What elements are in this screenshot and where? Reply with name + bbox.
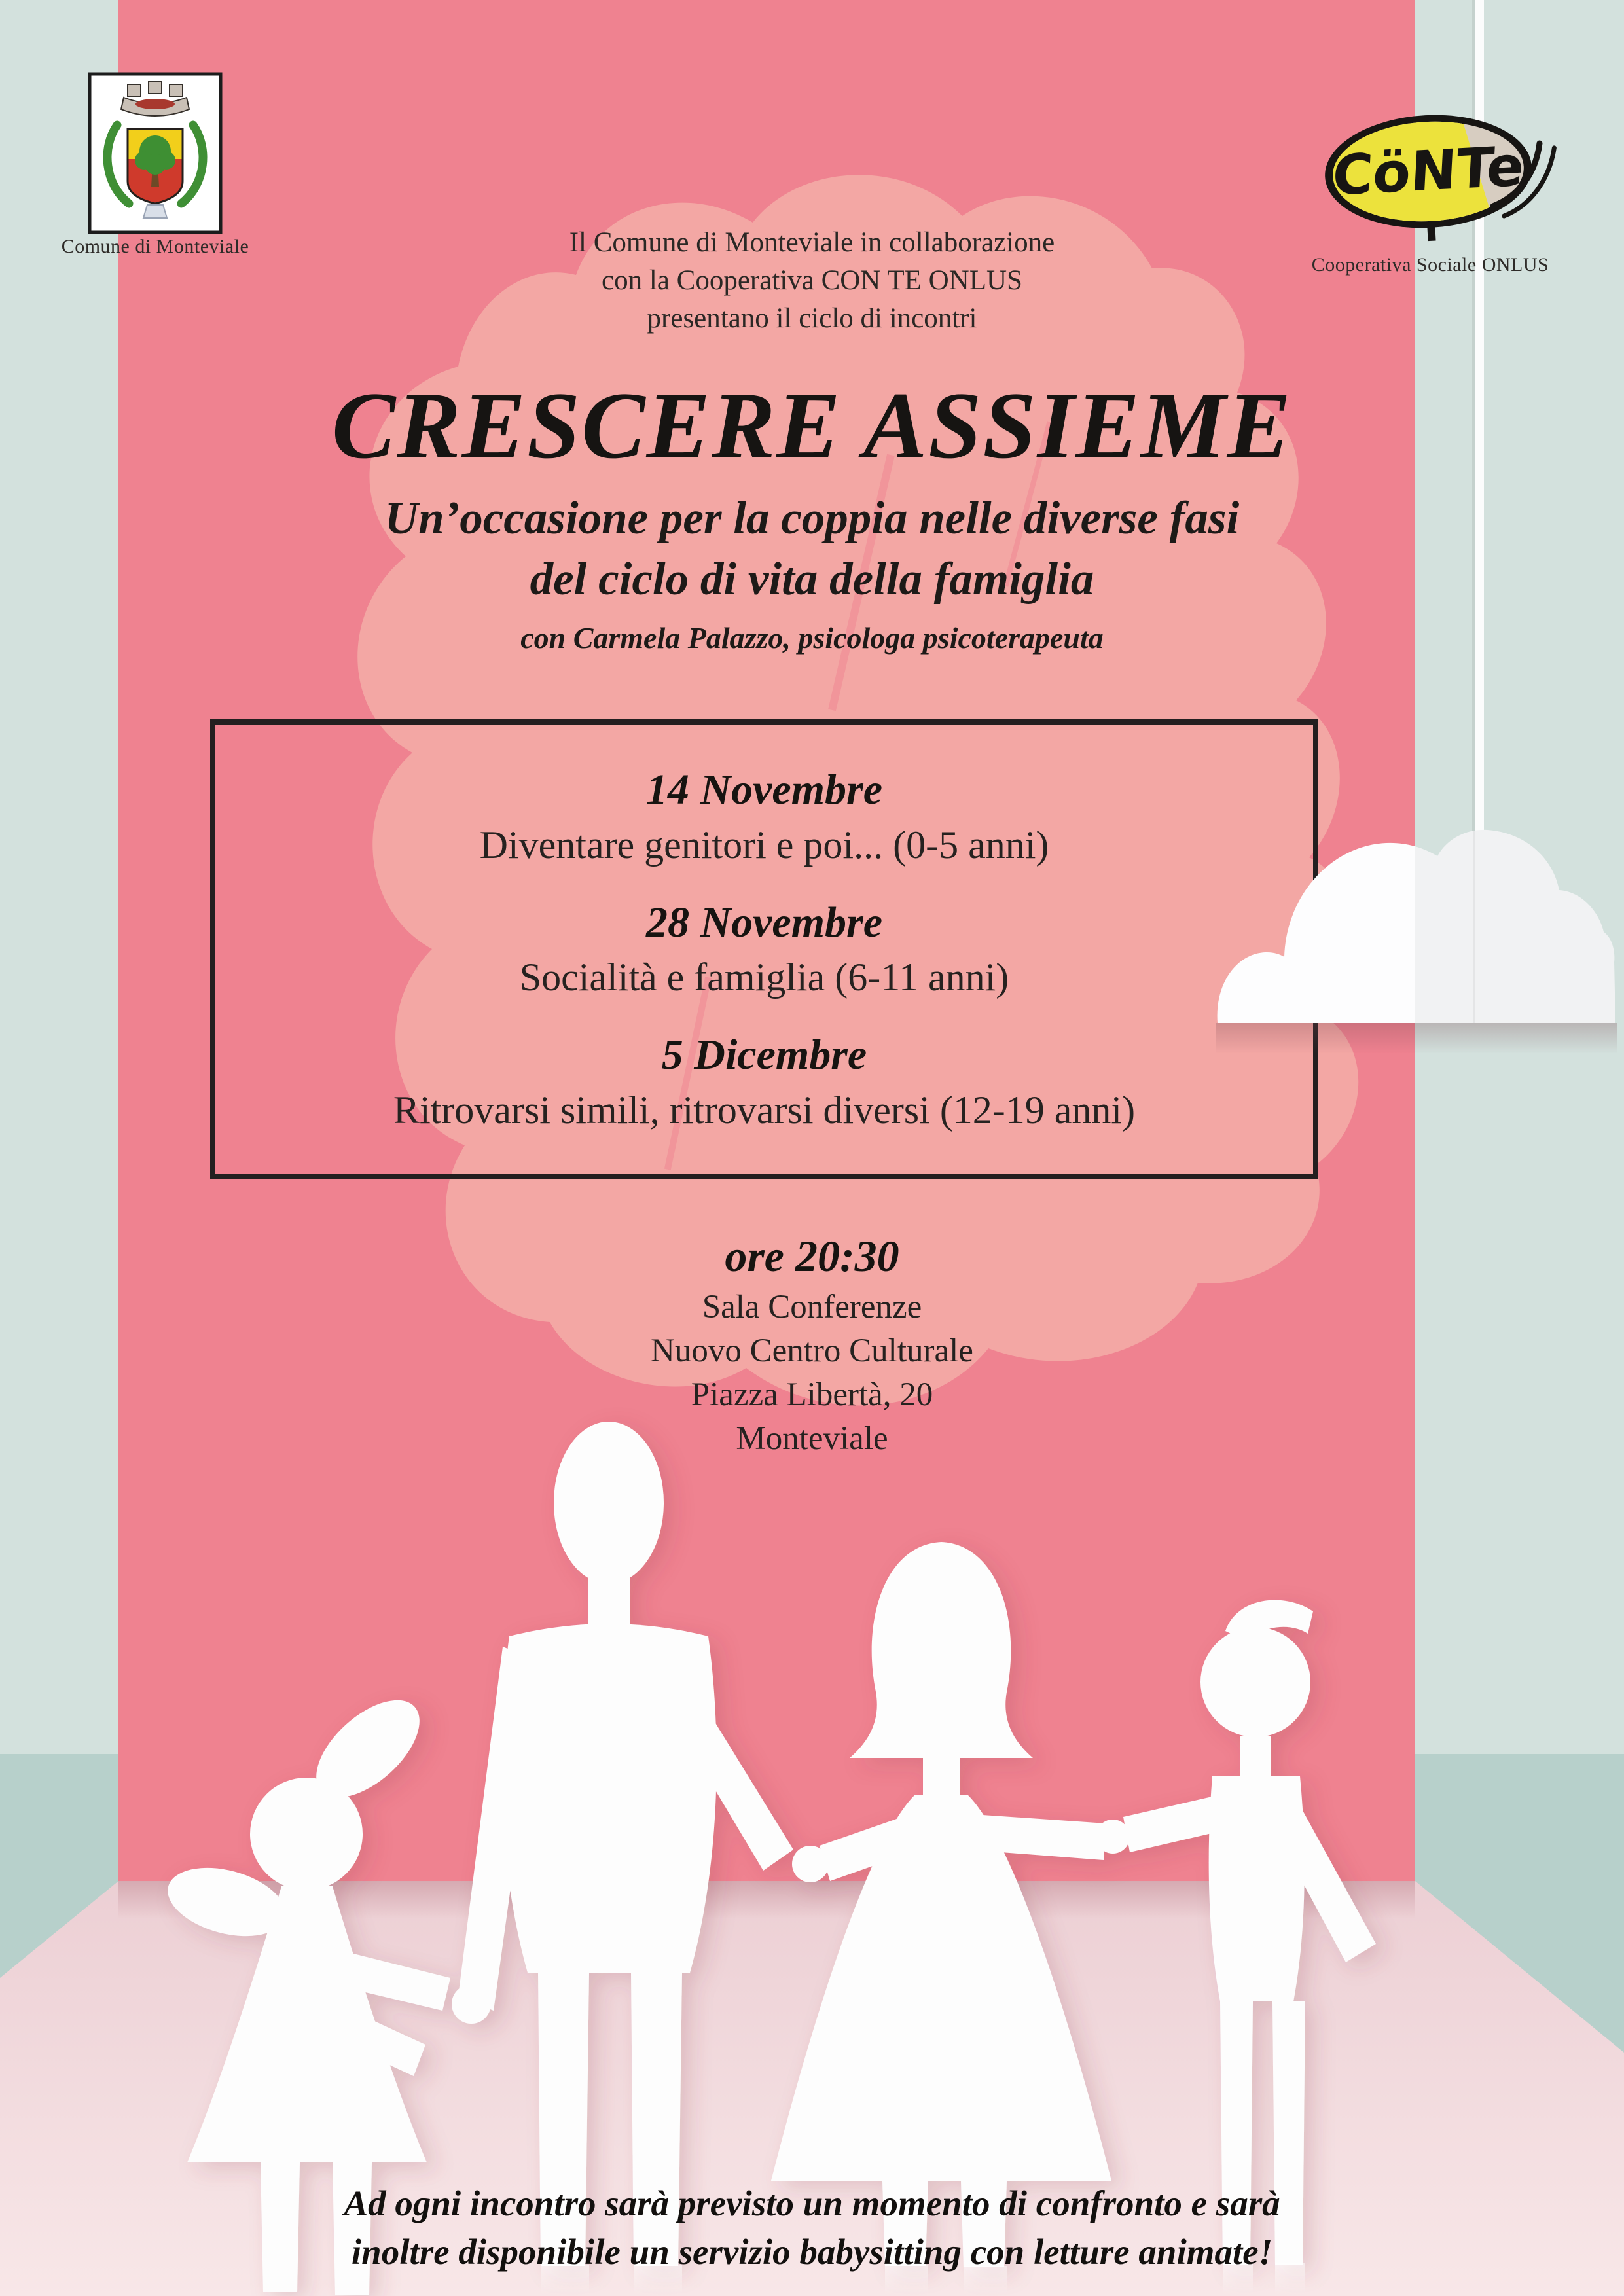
joined-hands-father-girl [452, 1984, 491, 2024]
venue-line: Nuovo Centro Culturale [651, 1333, 973, 1369]
crest-ribbon [143, 205, 167, 218]
schedule-item [480, 766, 1049, 867]
joined-hands-father-mother [792, 1846, 829, 1882]
comune-crest-logo [90, 74, 221, 232]
subtitle-line: Un’occasione per la coppia nelle diverse fasi [384, 493, 1240, 544]
conte-logo-text: CöNTe [1331, 134, 1526, 208]
schedule-topic: Diventare genitori e poi... (0-5 anni) [479, 823, 1049, 867]
venue-line: Monteviale [736, 1420, 888, 1457]
schedule-date: 28 Novembre [645, 898, 883, 946]
comune-logo-caption: Comune di Monteviale [61, 236, 249, 257]
schedule-date: 14 Novembre [645, 766, 883, 814]
footer-line: inoltre disponibile un servizio babysitting con letture animate! [351, 2232, 1273, 2272]
intro-line: presentano il ciclo di incontri [647, 303, 977, 334]
subtitle [0, 488, 1624, 610]
event-time: ore 20:30 [725, 1231, 899, 1281]
venue-line: Piazza Libertà, 20 [691, 1376, 933, 1413]
speaker-line: con Carmela Palazzo, psicologa psicoterapeuta [520, 621, 1104, 655]
intro-text [0, 224, 1624, 338]
schedule-item [393, 1031, 1135, 1132]
schedule-topic: Ritrovarsi simili, ritrovarsi diversi (12-19 anni) [393, 1088, 1136, 1132]
footer-note [0, 2179, 1624, 2276]
page-title: CRESCERE ASSIEME [331, 372, 1293, 478]
subtitle-line: del ciclo di vita della famiglia [530, 554, 1094, 605]
intro-line: con la Cooperativa CON TE ONLUS [602, 265, 1022, 296]
intro-line: Il Comune di Monteviale in collaborazione [569, 227, 1055, 258]
schedule-box [218, 727, 1310, 1171]
conte-logo-caption: Cooperativa Sociale ONLUS [1311, 254, 1549, 276]
joined-hands-mother-boy [1096, 1820, 1130, 1854]
schedule-item [520, 899, 1009, 999]
crest-shield-icon [128, 129, 183, 204]
schedule-topic: Socialità e famiglia (6-11 anni) [519, 956, 1009, 999]
venue-block [0, 1285, 1624, 1461]
schedule-date: 5 Dicembre [661, 1031, 867, 1079]
footer-line: Ad ogni incontro sarà previsto un momento di confronto e sarà [344, 2183, 1280, 2223]
venue-line: Sala Conferenze [702, 1289, 922, 1325]
